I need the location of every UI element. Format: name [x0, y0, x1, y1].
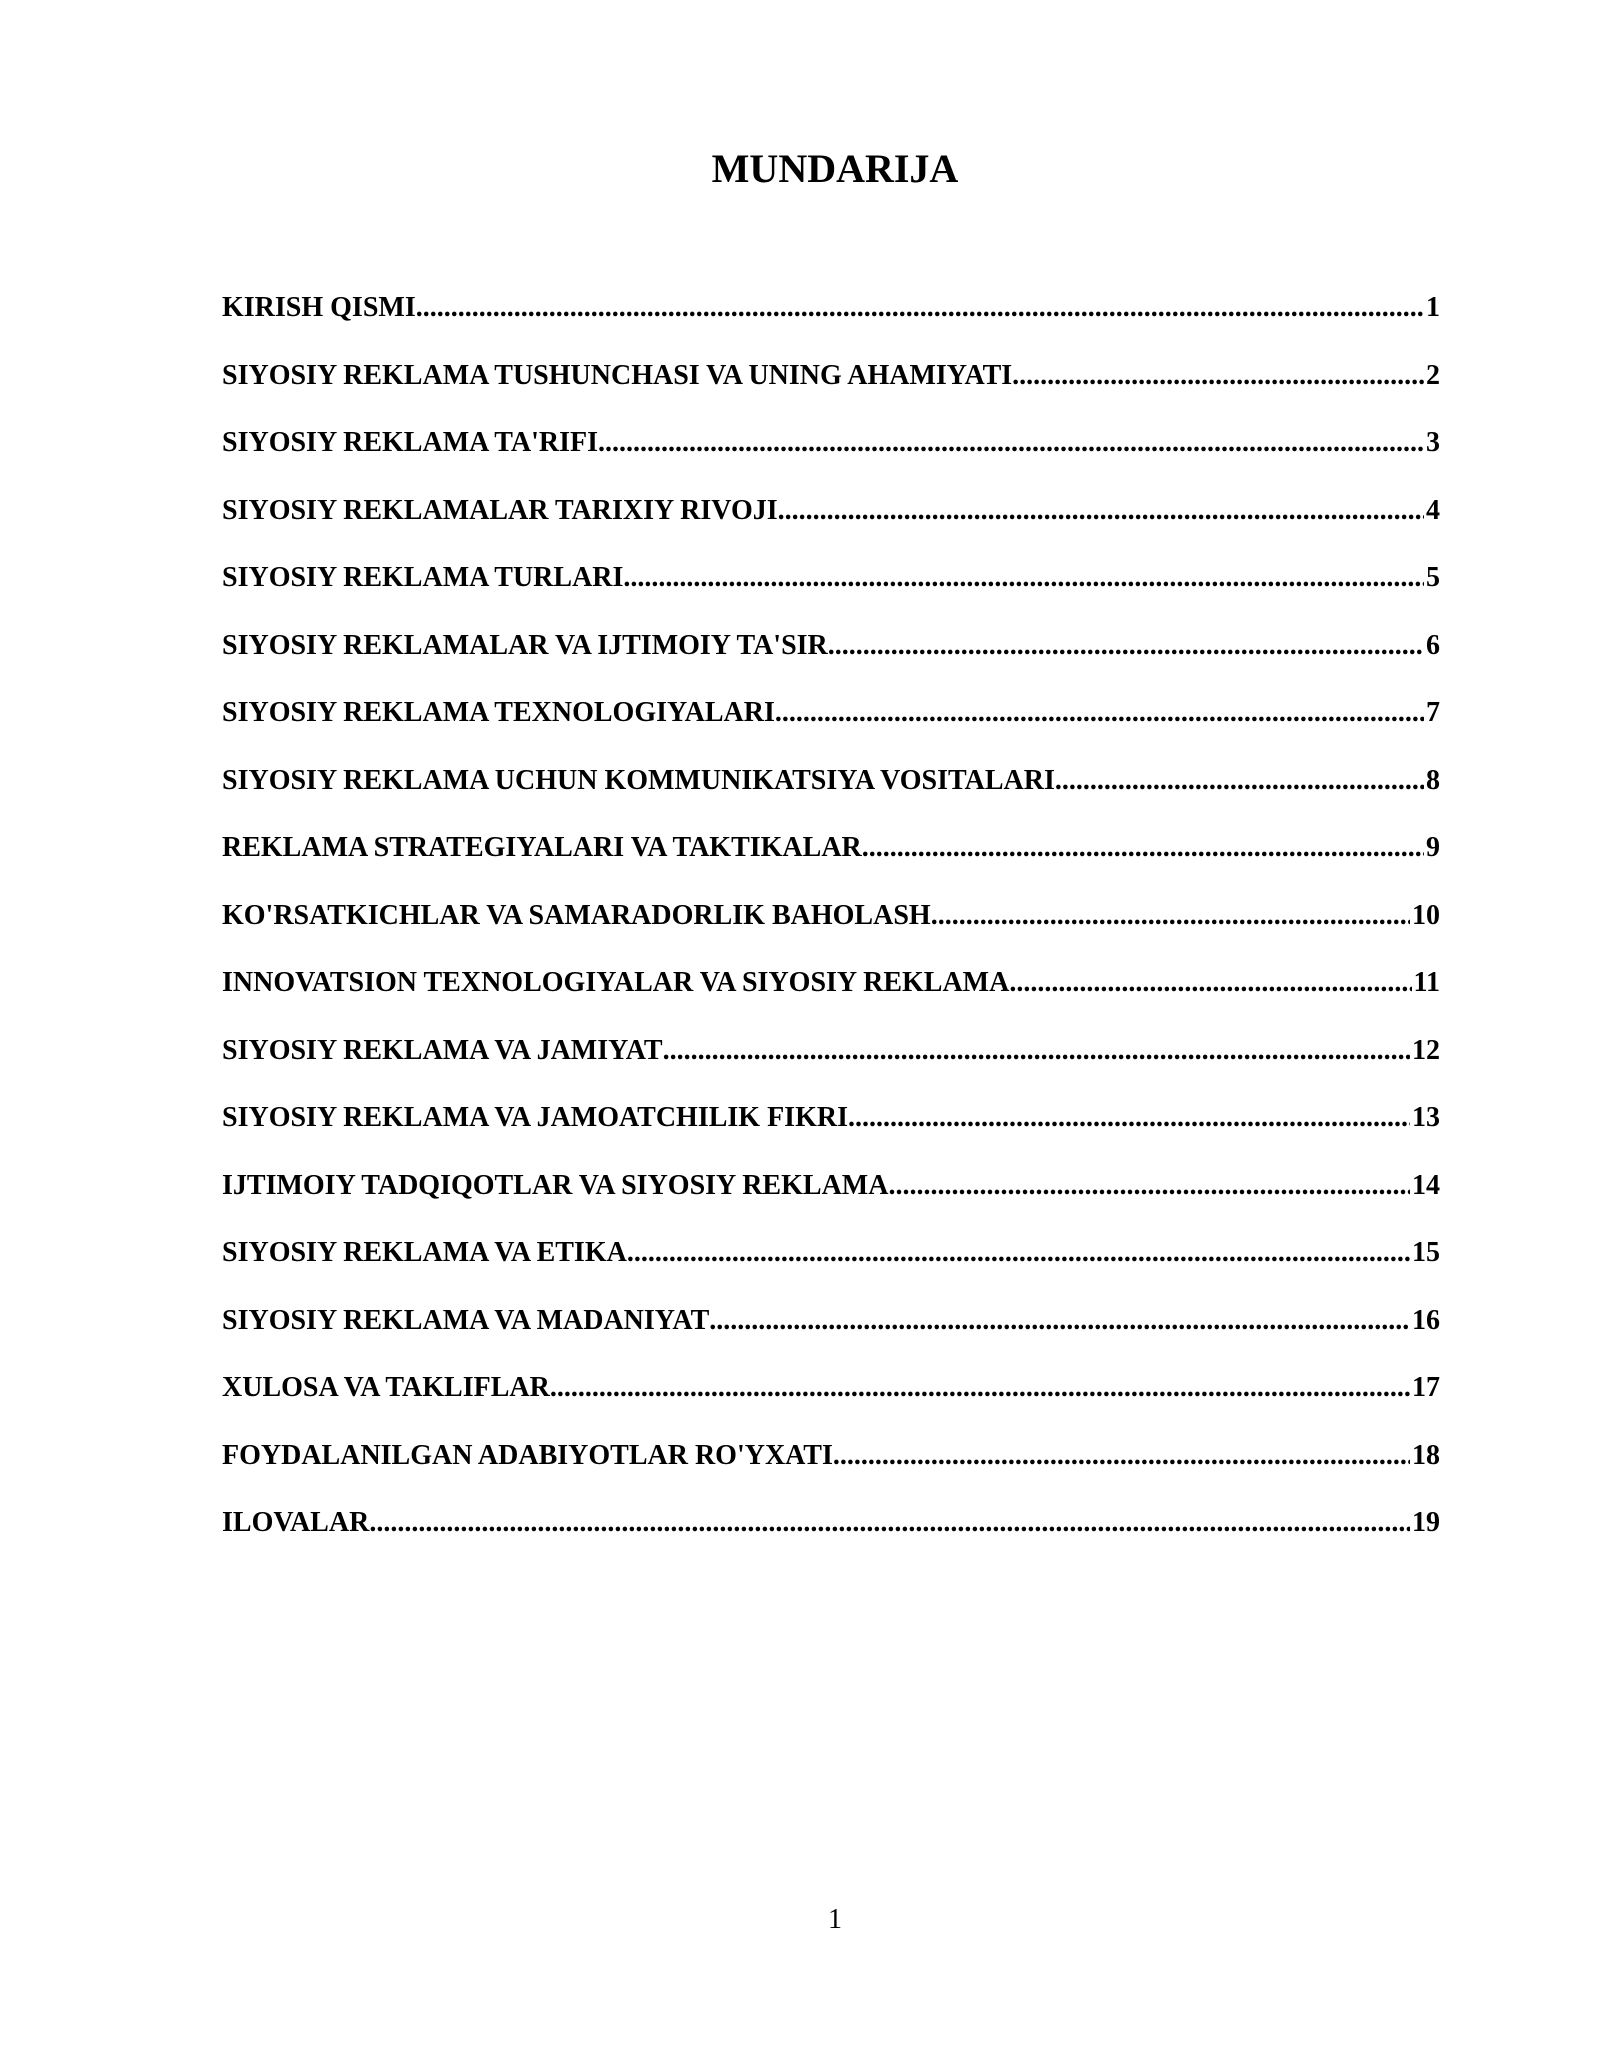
toc-entry-page: 12: [1412, 1034, 1440, 1066]
toc-dot-leader: [833, 1435, 1410, 1477]
toc-entry-page: 4: [1426, 494, 1440, 526]
toc-entry-label: IJTIMOIY TADQIQOTLAR VA SIYOSIY REKLAMA: [222, 1169, 889, 1201]
toc-entry[interactable]: [222, 1165, 1440, 1233]
table-of-contents: [222, 287, 1440, 1570]
page-title: MUNDARIJA: [711, 146, 959, 191]
toc-entry-label: SIYOSIY REKLAMA VA ETIKA: [222, 1237, 627, 1268]
toc-entry[interactable]: [222, 692, 1440, 760]
toc-entry[interactable]: [222, 1502, 1440, 1570]
toc-entry-page: 6: [1426, 629, 1440, 661]
toc-dot-leader: [709, 1300, 1410, 1342]
toc-dot-leader: [1009, 962, 1411, 1004]
toc-entry[interactable]: [222, 1097, 1440, 1165]
toc-entry[interactable]: [222, 895, 1440, 963]
toc-entry[interactable]: [222, 760, 1440, 828]
toc-dot-leader: [888, 1165, 1410, 1207]
toc-dot-leader: [931, 895, 1410, 937]
toc-entry-page: 9: [1426, 832, 1440, 863]
toc-entry-page: 5: [1426, 562, 1440, 593]
toc-entry[interactable]: [222, 1367, 1440, 1435]
toc-dot-leader: [1012, 355, 1424, 397]
toc-entry-label: ILOVALAR: [222, 1507, 370, 1538]
toc-entry-page: 2: [1426, 359, 1440, 391]
toc-dot-leader: [550, 1367, 1410, 1409]
toc-entry-page: 14: [1412, 1169, 1440, 1201]
toc-entry-page: 7: [1426, 697, 1440, 728]
toc-dot-leader: [1055, 760, 1424, 802]
toc-entry-label: SIYOSIY REKLAMA VA MADANIYAT: [222, 1304, 710, 1336]
toc-dot-leader: [848, 1097, 1410, 1139]
toc-entry-page: 16: [1412, 1304, 1440, 1336]
toc-entry-label: SIYOSIY REKLAMA TURLARI: [222, 562, 624, 593]
toc-dot-leader: [623, 557, 1424, 599]
toc-entry[interactable]: [222, 490, 1440, 558]
toc-entry-label: INNOVATSION TEXNOLOGIYALAR VA SIYOSIY REKLAMA: [222, 967, 1010, 998]
toc-entry-label: REKLAMA STRATEGIYALARI VA TAKTIKALAR: [222, 832, 862, 863]
toc-entry-page: 17: [1412, 1372, 1440, 1403]
toc-entry[interactable]: [222, 625, 1440, 693]
toc-entry[interactable]: [222, 287, 1440, 355]
toc-entry-label: SIYOSIY REKLAMALAR TARIXIY RIVOJI: [222, 494, 778, 526]
toc-entry-label: SIYOSIY REKLAMA VA JAMOATCHILIK FIKRI: [222, 1102, 848, 1133]
page-number: 1: [828, 1904, 842, 1935]
toc-entry-label: KIRISH QISMI: [222, 292, 416, 323]
toc-entry-page: 18: [1412, 1439, 1440, 1471]
toc-entry-label: SIYOSIY REKLAMA VA JAMIYAT: [222, 1034, 663, 1066]
toc-entry-page: 8: [1426, 764, 1440, 796]
toc-entry-label: SIYOSIY REKLAMALAR VA IJTIMOIY TA'SIR: [222, 629, 828, 661]
toc-entry[interactable]: [222, 962, 1440, 1030]
toc-dot-leader: [862, 827, 1424, 869]
toc-entry-page: 19: [1412, 1507, 1440, 1538]
toc-entry[interactable]: [222, 1030, 1440, 1098]
toc-entry-label: SIYOSIY REKLAMA TA'RIFI: [222, 427, 599, 458]
toc-entry-page: 11: [1413, 967, 1440, 998]
toc-entry-page: 10: [1412, 899, 1440, 931]
toc-entry-page: 1: [1426, 292, 1440, 323]
toc-entry[interactable]: [222, 557, 1440, 625]
toc-dot-leader: [663, 1030, 1410, 1072]
toc-entry[interactable]: [222, 422, 1440, 490]
toc-entry-label: SIYOSIY REKLAMA UCHUN KOMMUNIKATSIYA VOSITALARI: [222, 764, 1055, 796]
toc-entry[interactable]: [222, 1435, 1440, 1503]
toc-dot-leader: [778, 490, 1424, 532]
toc-entry[interactable]: [222, 1232, 1440, 1300]
toc-entry-label: KO'RSATKICHLAR VA SAMARADORLIK BAHOLASH: [222, 899, 931, 931]
toc-entry-label: FOYDALANILGAN ADABIYOTLAR RO'YXATI: [222, 1439, 833, 1471]
toc-entry-page: 13: [1412, 1102, 1440, 1133]
toc-dot-leader: [775, 692, 1424, 734]
toc-entry[interactable]: [222, 355, 1440, 423]
toc-entry-label: XULOSA VA TAKLIFLAR: [222, 1372, 550, 1403]
toc-dot-leader: [598, 422, 1424, 464]
toc-dot-leader: [416, 287, 1424, 329]
toc-entry[interactable]: [222, 827, 1440, 895]
toc-entry-label: SIYOSIY REKLAMA TUSHUNCHASI VA UNING AHAMIYATI: [222, 359, 1013, 391]
toc-entry-label: SIYOSIY REKLAMA TEXNOLOGIYALARI: [222, 697, 775, 728]
toc-dot-leader: [627, 1232, 1410, 1274]
toc-dot-leader: [828, 625, 1424, 667]
toc-entry-page: 15: [1412, 1237, 1440, 1268]
toc-dot-leader: [369, 1502, 1410, 1544]
toc-entry-page: 3: [1426, 427, 1440, 458]
toc-entry[interactable]: [222, 1300, 1440, 1368]
